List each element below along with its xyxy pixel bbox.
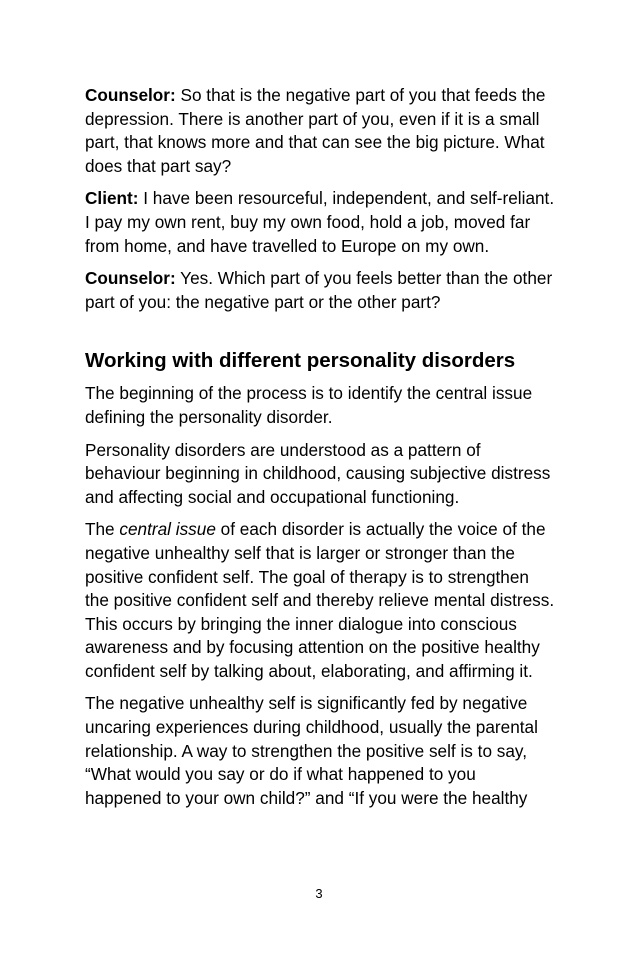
dialogue-text: I have been resourceful, independent, and self-reliant. I pay my own rent, buy my own food, hold a job, moved far from home, and have travelled to Europe on my own. [85,188,555,256]
speaker-label: Counselor: [85,85,176,105]
paragraph-3-lead: The [85,519,120,540]
page-number: 3 [315,886,323,901]
dialogue-client [85,187,555,258]
speaker-label: Client: [85,188,139,209]
paragraph-1: The beginning of the process is to identify the central issue defining the personality disorder. [85,383,533,427]
paragraph-2: Personality disorders are understood as a pattern of behaviour beginning in childhood, causing subjective distress and affecting social and occupational functioning. [85,439,551,507]
section-heading: Working with different personality disorders [85,349,516,373]
dialogue-counselor-2 [85,267,555,314]
central-issue-emphasis: central issue [119,519,216,540]
paragraph-3-rest: of each disorder is actually the voice of the negative unhealthy self that is larger or stronger than the positive confident self. The goal of therapy is to strengthen the positive confident self and thereby relieve mental distress. This occurs by bringing the inner dialogue into conscious awareness and by focusing attention on the positive healthy confident self by talking about, elaborating, and affirming it. [85,519,555,681]
page-body [85,84,555,819]
speaker-label: Counselor: [85,268,176,289]
dialogue-text: So that is the negative part of you that feeds the depression. There is another part of you, even if it is a small part, that knows more and that can see the big picture. What does that part say? [85,85,546,176]
paragraph-3 [85,518,555,683]
paragraph-4: The negative unhealthy self is significantly fed by negative uncaring experiences during childhood, usually the parental relationship. A way to strengthen the positive self is to say, “What would you say or do if what happened to you happened to your own child?” and “If you were the healthy [85,693,538,808]
dialogue-counselor-1 [85,84,555,178]
dialogue-text: Yes. Which part of you feels better than the other part of you: the negative part or the other part? [85,268,553,312]
